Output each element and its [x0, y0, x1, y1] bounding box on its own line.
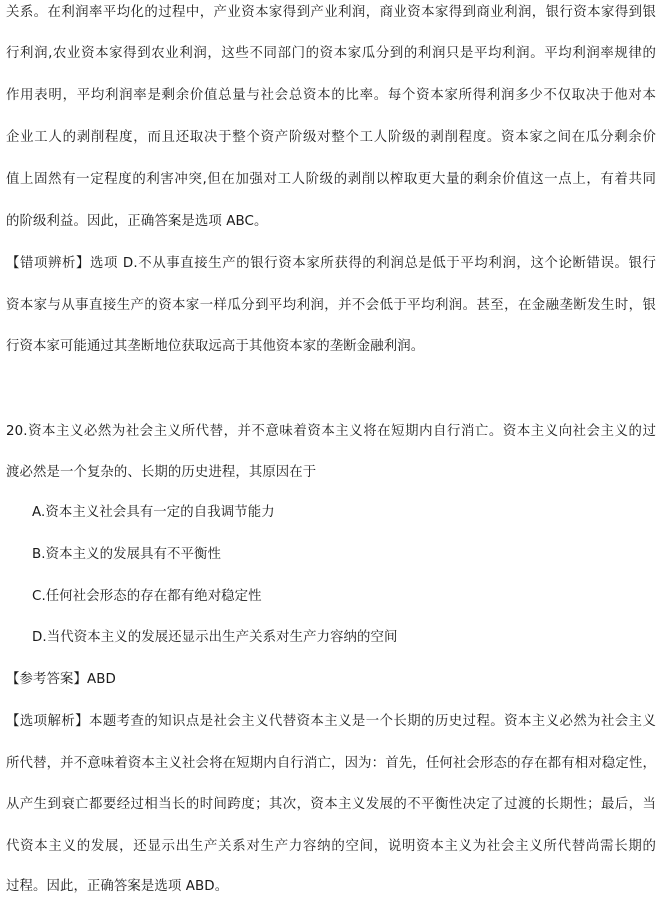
option-analysis-line: 所代替，并不意味着资本主义社会将在短期内自行消亡，因为：首先，任何社会形态的存在都有相对稳定性，: [6, 756, 656, 771]
option-analysis-line: 过程。因此，正确答案是选项 ABD。: [6, 879, 229, 894]
option-d: D.当代资本主义的发展还显示出生产关系对生产力容纳的空间: [32, 630, 398, 645]
paragraph-line: 企业工人的剥削程度，而且还取决于整个资产阶级对整个工人阶级的剥削程度。资本家之间在瓜分剩余价: [6, 130, 656, 145]
paragraph-line: 值上固然有一定程度的利害冲突,但在加强对工人阶级的剥削以榨取更大量的剩余价值这一点上，有着共同: [6, 172, 656, 187]
option-analysis-line: 从产生到衰亡都要经过相当长的时间跨度；其次，资本主义发展的不平衡性决定了过渡的长期性；最后，当: [6, 797, 656, 812]
paragraph-line: 行利润,农业资本家得到农业利润，这些不同部门的资本家瓜分到的利润只是平均利润。平均利润率规律的: [6, 46, 656, 61]
question-stem-line: 20.资本主义必然为社会主义所代替，并不意味着资本主义将在短期内自行消亡。资本主义向社会主义的过: [6, 424, 656, 439]
option-a: A.资本主义社会具有一定的自我调节能力: [32, 505, 275, 520]
option-analysis-line: 代资本主义的发展，还显示出生产关系对生产力容纳的空间，说明资本主义为社会主义所代替尚需长期的: [6, 839, 656, 854]
option-b: B.资本主义的发展具有不平衡性: [32, 547, 222, 562]
option-analysis-line: 【选项解析】本题考查的知识点是社会主义代替资本主义是一个长期的历史过程。资本主义必然为社会主义: [6, 714, 656, 729]
paragraph-line: 的阶级利益。因此，正确答案是选项 ABC。: [6, 214, 268, 229]
error-analysis-line: 行资本家可能通过其垄断地位获取远高于其他资本家的垄断金融利润。: [6, 339, 425, 354]
error-analysis-line: 【错项辨析】选项 D.不从事直接生产的银行资本家所获得的利润总是低于平均利润，这个论断错误。银行: [6, 256, 656, 271]
reference-answer: 【参考答案】ABD: [6, 672, 116, 687]
paragraph-line: 作用表明，平均利润率是剩余价值总量与社会总资本的比率。每个资本家所得利润多少不仅取决于他对本: [6, 88, 656, 103]
paragraph-line: 关系。在利润率平均化的过程中，产业资本家得到产业利润，商业资本家得到商业利润，银行资本家得到银: [6, 5, 656, 20]
question-stem-line: 渡必然是一个复杂的、长期的历史进程，其原因在于: [6, 465, 317, 480]
option-c: C.任何社会形态的存在都有绝对稳定性: [32, 589, 262, 604]
error-analysis-line: 资本家与从事直接生产的资本家一样瓜分到平均利润，并不会低于平均利润。甚至，在金融垄断发生时，银: [6, 298, 656, 313]
